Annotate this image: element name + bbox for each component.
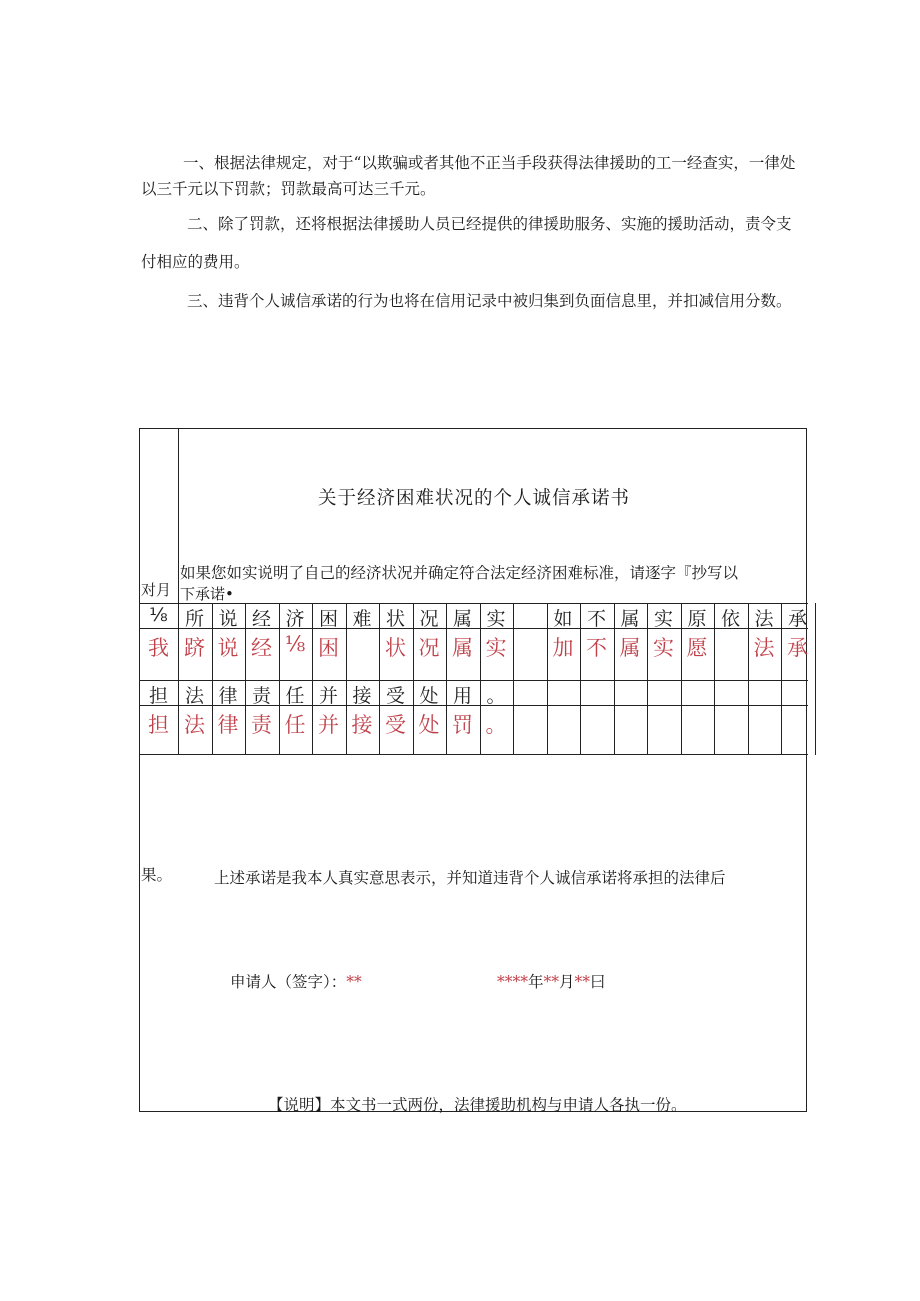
printed-char: 法 [754, 608, 774, 630]
handwritten-char: 况 [418, 636, 440, 660]
date-year: **** [497, 973, 528, 991]
printed-char: 接 [352, 685, 372, 707]
printed-char: 济 [285, 608, 305, 630]
handwritten-char: 愿 [686, 636, 708, 660]
handwritten-char: 困 [318, 636, 339, 660]
printed-char: 法 [184, 685, 204, 707]
handwritten-char: 律 [217, 713, 239, 737]
grid-column-line [513, 603, 514, 755]
printed-char: 责 [251, 685, 271, 707]
printed-char: 律 [218, 685, 238, 707]
commitment-form [139, 428, 807, 1112]
handwritten-char: 处 [418, 713, 440, 737]
printed-char: 受 [385, 685, 405, 707]
handwritten-char: 法 [184, 713, 205, 737]
handwritten-char: 并 [318, 713, 339, 737]
printed-char: 说 [218, 608, 238, 630]
handwritten-char: 担 [148, 713, 169, 737]
handwritten-char: 承 [787, 636, 808, 660]
handwritten-char: 属 [619, 636, 641, 660]
form-instruction: 如果您如实说明了自己的经济状况并确定符合法定经济困难标准，请逐字『抄写以 [180, 564, 739, 582]
date-day: ** [574, 973, 591, 991]
handwritten-char: 法 [753, 636, 775, 660]
handwritten-char: 责 [251, 713, 272, 737]
printed-char: 实 [653, 608, 673, 630]
paragraph-2: 二、除了罚款，还将根据法律援助人员已经提供的律援助服务、实施的援助活动，责令支付相应的费用。 [141, 215, 792, 271]
handwritten-char: 状 [385, 636, 406, 660]
printed-char: 属 [452, 608, 472, 630]
printed-char: 困 [318, 608, 338, 630]
paragraph-3: 三、违背个人诚信承诺的行为也将在信用记录中被归集到负面信息里，并扣减信用分数。 [187, 292, 792, 310]
handwritten-char: 经 [251, 636, 272, 660]
printed-char: 原 [687, 608, 707, 630]
printed-char: 难 [352, 608, 372, 630]
form-title: 关于经济困难状况的个人诚信承诺书 [317, 488, 630, 509]
handwritten-char: 属 [452, 636, 473, 660]
printed-char: 所 [184, 608, 204, 630]
form-instruction-cont: 下承诺• [180, 585, 234, 603]
printed-char: 。 [486, 685, 506, 707]
applicant-signature [230, 970, 362, 992]
printed-char: 如 [553, 608, 573, 630]
printed-char: 承 [787, 608, 807, 630]
side-label: 对月 [141, 581, 172, 599]
printed-char: 况 [419, 608, 439, 630]
date-month-unit: 月 [559, 973, 575, 991]
printed-char: 处 [419, 685, 439, 707]
handwritten-char: 实 [653, 636, 674, 660]
handwritten-char: 受 [385, 713, 406, 737]
statement-tail: 果。 [141, 866, 173, 884]
handwritten-char: 罚 [452, 713, 473, 737]
left-column-divider [178, 429, 179, 604]
handwritten-char: 。 [485, 713, 507, 737]
handwritten-char: 不 [586, 636, 607, 660]
handwritten-char: 跻 [184, 636, 205, 660]
grid-bottom-line [140, 754, 808, 755]
printed-char: 担 [148, 685, 168, 707]
printed-char: 状 [385, 608, 405, 630]
printed-char: 依 [720, 608, 740, 630]
printed-char: ⅛ [149, 604, 168, 626]
signature-value: ** [346, 973, 362, 991]
handwritten-char: 加 [552, 636, 574, 660]
handwritten-char: 接 [351, 713, 373, 737]
printed-char: 任 [285, 685, 305, 707]
sign-date [497, 970, 606, 992]
signature-label: 申请人（签字）： [230, 973, 347, 991]
handwritten-char: 实 [485, 636, 507, 660]
paragraph-1: 一、根据法律规定，对于“以欺骗或者其他不正当手段获得法律援助的工一经查实，一律处以三千元以下罚款；罚款最高可达三千元。 [141, 154, 796, 198]
printed-char: 不 [586, 608, 606, 630]
printed-char: 实 [486, 608, 506, 630]
date-month: ** [543, 973, 560, 991]
handwritten-char: 说 [217, 636, 239, 660]
grid-column-line [815, 603, 816, 755]
printed-char: 并 [318, 685, 338, 707]
printed-char: 用 [452, 685, 472, 707]
handwritten-char: ⅛ [284, 632, 306, 656]
date-day-unit: 曰 [590, 973, 606, 991]
handwritten-char: 任 [284, 713, 306, 737]
printed-char: 经 [251, 608, 271, 630]
handwritten-char: 我 [148, 636, 169, 660]
date-year-unit: 年 [528, 973, 544, 991]
statement-text: 上述承诺是我本人真实意思表示，并知道违背个人诚信承诺将承担的法律后 [214, 869, 726, 887]
form-note: 【说明】本文书一式两份，法律援助机构与申请人各执一份。 [268, 1096, 687, 1114]
printed-char: 属 [620, 608, 640, 630]
